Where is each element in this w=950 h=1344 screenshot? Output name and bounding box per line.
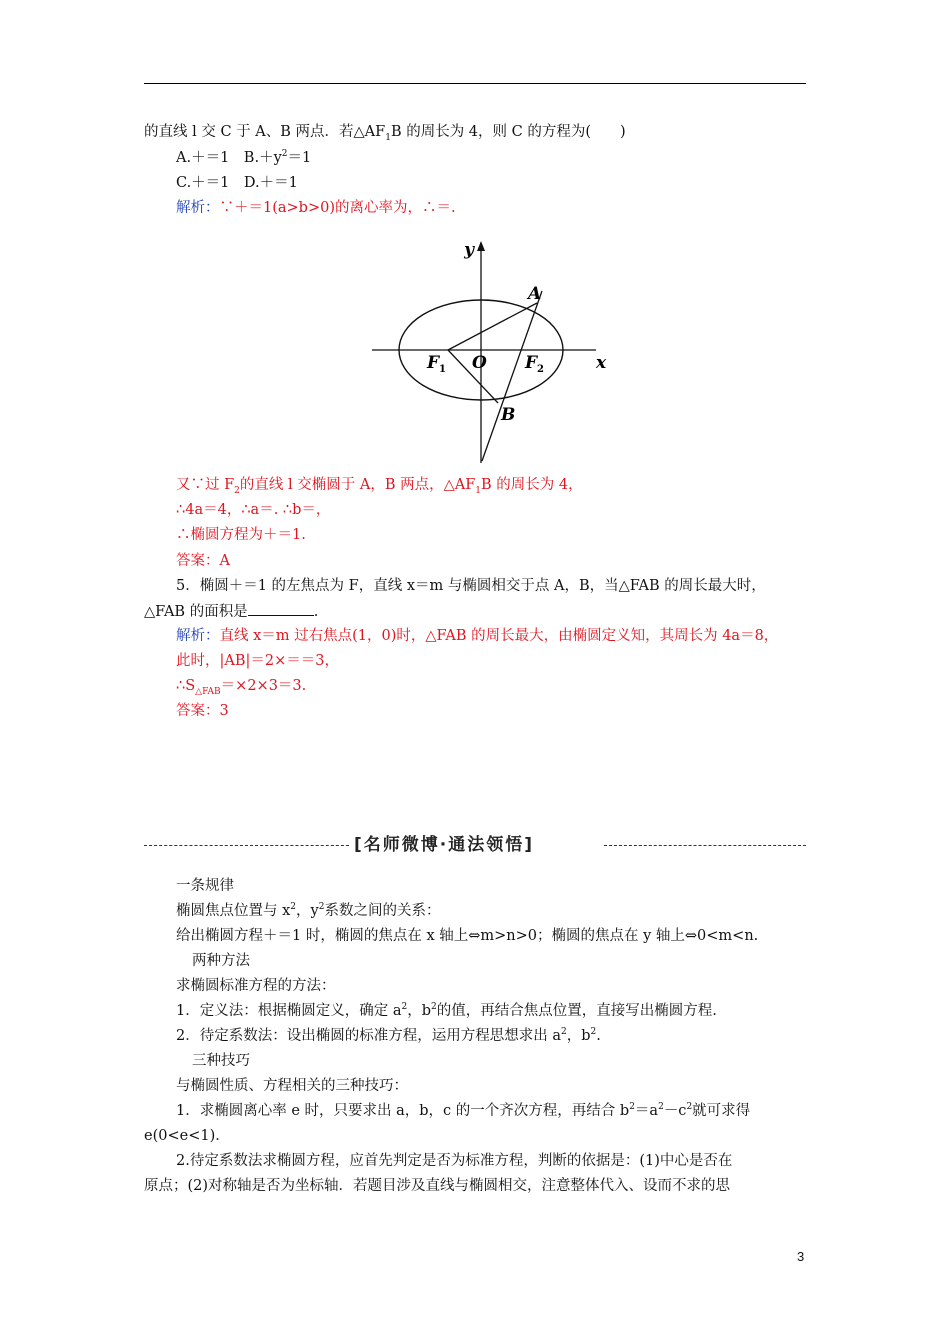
solution-4-line-4: ∴椭圆方程为＋＝1. [176,527,306,543]
answer-blank[interactable] [248,601,314,616]
heading-one-rule: 一条规律 [176,878,234,894]
method-1: 1．定义法：根据椭圆定义，确定 $a^2$，$b^2$的值，再结合焦点位置，直接写出椭圆方程. [176,1002,717,1019]
f1-label: F [427,353,440,373]
options-c-d: C.＋＝1 D.＋＝1 [176,175,298,191]
y-axis-arrow [477,241,485,251]
heading-three-techniques: 三种技巧 [192,1053,250,1069]
solution-4-line-1: 解析：∵＋＝1(a>b>0)的离心率为，∴＝. [176,200,456,216]
question-5-line-1: 5．椭圆＋＝1 的左焦点为 F，直线 x＝m 与椭圆相交于点 A，B，当△FAB 的周长最大时， [176,578,766,594]
answer-5: 答案：3 [176,703,229,719]
point-b-label: B [501,405,516,425]
f1-subscript: 1 [439,364,446,375]
solution-4-line-2: 又∵过 $F_2$的直线 l 交椭圆于 A，B 两点，$\triangle AF_1B$ 的周长为 4， [176,477,583,496]
banner-title: [名师微博·通法领悟] [350,832,538,858]
banner-dash-left [144,845,354,846]
f2-subscript: 2 [537,364,544,375]
f2-label: F [525,353,538,373]
heading-two-methods: 两种方法 [192,953,250,969]
ellipse-figure [370,237,616,465]
origin-label: O [472,353,487,373]
solution-label: 解析： [176,200,220,216]
paragraph-focus-position: 椭圆焦点位置与 $x^2$，$y^2$系数之间的关系： [176,902,441,919]
solution-4-line-3: ∴4a＝4，∴a＝. ∴b＝， [176,502,331,518]
y-label: y [464,240,474,260]
solution-5-line-3: $\therefore S_{\triangle FAB}=\times 2\times 3=3$. [176,678,307,697]
solution-5-line-1: 解析：直线 x＝m 过右焦点(1，0)时，△FAB 的周长最大，由椭圆定义知，其周长为 4a＝8， [176,628,779,644]
technique-2-line-1: 2.待定系数法求椭圆方程，应首先判定是否为标准方程，判断的依据是：(1)中心是否在 [176,1153,733,1169]
solution-label: 解析： [176,628,220,644]
question-5-line-2: △FAB 的面积是 . [144,601,318,622]
point-a-label: A [528,284,542,304]
solution-5-line-2: 此时，|AB|＝2×＝＝3， [176,653,339,669]
paragraph-techniques-intro: 与椭圆性质、方程相关的三种技巧： [176,1078,408,1094]
header-rule [144,83,806,84]
x-label: x [596,353,607,373]
technique-1-line-1: 1．求椭圆离心率 e 时，只要求出 a，b，c 的一个齐次方程，再结合 $b^2=a^2-c^2$就可求得 [176,1102,751,1119]
options-a-b: A.＋＝1 $B.+y^2=1$ [176,149,312,166]
answer-4: 答案：A [176,553,230,569]
technique-1-line-2: e(0<e<1)． [144,1128,230,1144]
banner-dash-right [604,845,806,846]
method-2: 2．待定系数法：设出椭圆的标准方程，运用方程思想求出 $a^2$，$b^2$. [176,1027,601,1044]
section-banner [144,830,806,860]
page-number: 3 [797,1249,805,1264]
paragraph-focus-rule: 给出椭圆方程＋＝1 时，椭圆的焦点在 x 轴上⇔m>n>0；椭圆的焦点在 y 轴上⇔0<m<n. [176,928,759,944]
paragraph-methods-intro: 求椭圆标准方程的方法： [176,978,336,994]
question-4-tail: 的直线 l 交 C 于 A、B 两点．若$\triangle AF_1B$ 的周长为 4，则 C 的方程为( ) [144,124,626,143]
technique-2-line-2: 原点；(2)对称轴是否为坐标轴．若题目涉及直线与椭圆相交，注意整体代入、设而不求的思 [144,1178,731,1194]
